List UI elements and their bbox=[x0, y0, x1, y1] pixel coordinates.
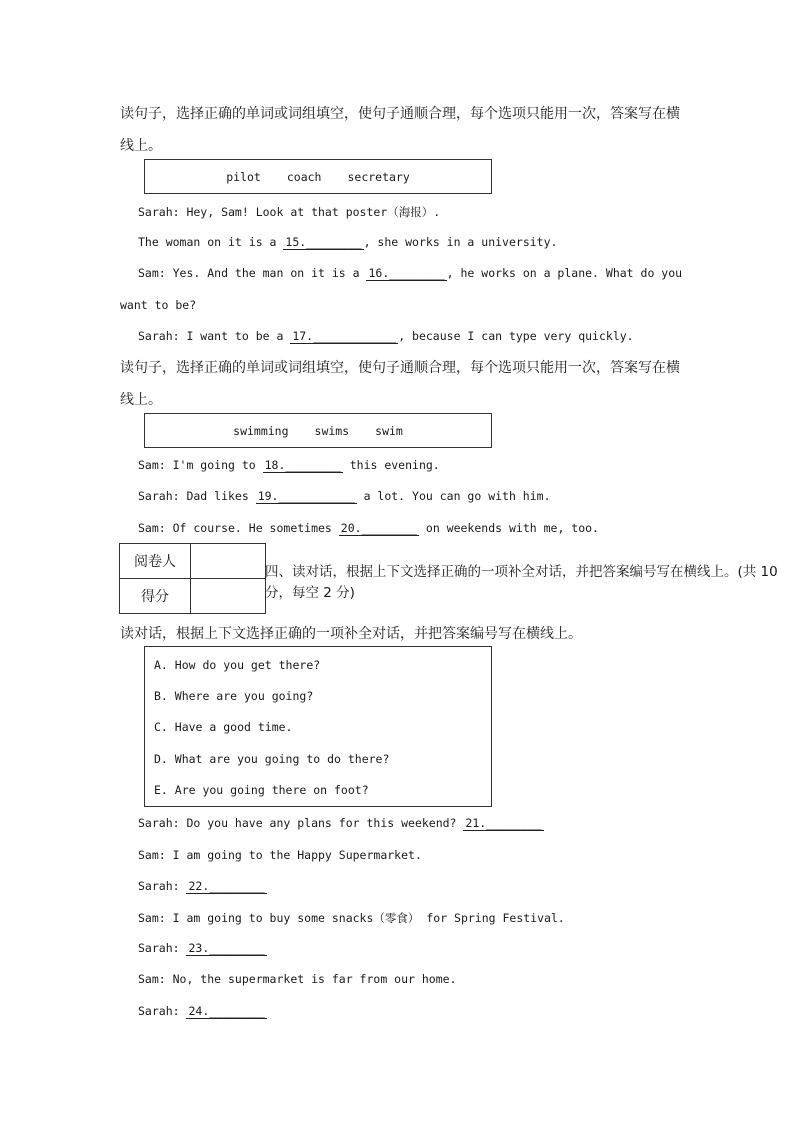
word-bank-item: coach bbox=[286, 169, 322, 184]
answer-blank-24[interactable]: 24.________ bbox=[188, 1004, 265, 1018]
dialogue-line: Sam: No, the supermarket is far from our home. bbox=[138, 972, 457, 986]
word-bank-item: swims bbox=[314, 423, 350, 438]
option-a: A. How do you get there? bbox=[154, 658, 321, 672]
word-bank-a bbox=[144, 159, 492, 194]
score-cell[interactable] bbox=[191, 579, 266, 614]
dialogue-line: Sarah: Do you have any plans for this weekend? 21.________ bbox=[138, 816, 542, 830]
answer-blank-21[interactable]: 21.________ bbox=[465, 816, 542, 830]
dialogue-line: Sam: Of course. He sometimes 20.________ on weekends with me, too. bbox=[138, 521, 599, 535]
word-bank-item: swimming bbox=[233, 423, 289, 438]
dialogue-line: Sam: I am going to buy some snacks（零食） for Spring Festival. bbox=[138, 911, 565, 925]
dialogue-line: Sarah: 23.________ bbox=[138, 941, 265, 955]
answer-blank-16[interactable]: 16.________ bbox=[368, 266, 445, 280]
option-b: B. Where are you going? bbox=[154, 689, 314, 703]
section-a-instruction-line1: 读句子，选择正确的单词或词组填空，使句子通顺合理，每个选项只能用一次，答案写在横 bbox=[120, 106, 680, 122]
section-b-instruction-line1: 读句子，选择正确的单词或词组填空，使句子通顺合理，每个选项只能用一次，答案写在横 bbox=[120, 360, 680, 376]
score-table bbox=[119, 543, 266, 614]
word-bank-item: secretary bbox=[347, 169, 410, 184]
section-a-instruction-line2: 线上。 bbox=[120, 138, 162, 154]
word-bank-item: pilot bbox=[226, 169, 261, 184]
reviewer-label: 阅卷人 bbox=[120, 544, 191, 579]
dialogue-line: Sarah: 24.________ bbox=[138, 1004, 265, 1018]
answer-blank-20[interactable]: 20.________ bbox=[340, 521, 417, 535]
word-bank-b bbox=[144, 413, 492, 448]
section-c-heading-line1: 四、读对话，根据上下文选择正确的一项补全对话，并把答案编号写在横线上。(共 10 bbox=[265, 564, 778, 580]
dialogue-line: Sarah: Hey, Sam! Look at that poster（海报）. bbox=[138, 205, 441, 219]
dialogue-line: Sarah: I want to be a 17.____________ , because I can type very quickly. bbox=[138, 329, 634, 343]
answer-blank-23[interactable]: 23.________ bbox=[188, 941, 265, 955]
answer-blank-22[interactable]: 22.________ bbox=[188, 879, 265, 893]
section-c-instruction: 读对话，根据上下文选择正确的一项补全对话，并把答案编号写在横线上。 bbox=[120, 626, 582, 642]
reviewer-cell[interactable] bbox=[191, 544, 266, 579]
dialogue-line: Sam: Yes. And the man on it is a 16.________ , he works on a plane. What do you bbox=[138, 266, 683, 280]
option-e: E. Are you going there on foot? bbox=[154, 783, 369, 797]
score-label: 得分 bbox=[120, 579, 191, 614]
answer-blank-18[interactable]: 18.________ bbox=[264, 458, 341, 472]
dialogue-line: Sarah: 22.________ bbox=[138, 879, 265, 893]
answer-blank-17[interactable]: 17.____________ bbox=[292, 329, 397, 343]
section-b-instruction-line2: 线上。 bbox=[120, 392, 162, 408]
answer-blank-19[interactable]: 19.___________ bbox=[257, 489, 355, 503]
section-c-heading-line2: 分，每空 2 分) bbox=[265, 585, 355, 601]
dialogue-line: The woman on it is a 15.________ , she works in a university. bbox=[138, 235, 558, 249]
dialogue-line: Sarah: Dad likes 19.___________ a lot. You can go with him. bbox=[138, 489, 551, 503]
option-c: C. Have a good time. bbox=[154, 720, 293, 734]
answer-blank-15[interactable]: 15.________ bbox=[285, 235, 362, 249]
dialogue-line: Sam: I'm going to 18.________ this evening. bbox=[138, 458, 440, 472]
dialogue-line: Sam: I am going to the Happy Supermarket. bbox=[138, 848, 422, 862]
option-d: D. What are you going to do there? bbox=[154, 752, 390, 766]
word-bank-item: swim bbox=[375, 423, 403, 438]
dialogue-line: want to be? bbox=[120, 298, 197, 312]
